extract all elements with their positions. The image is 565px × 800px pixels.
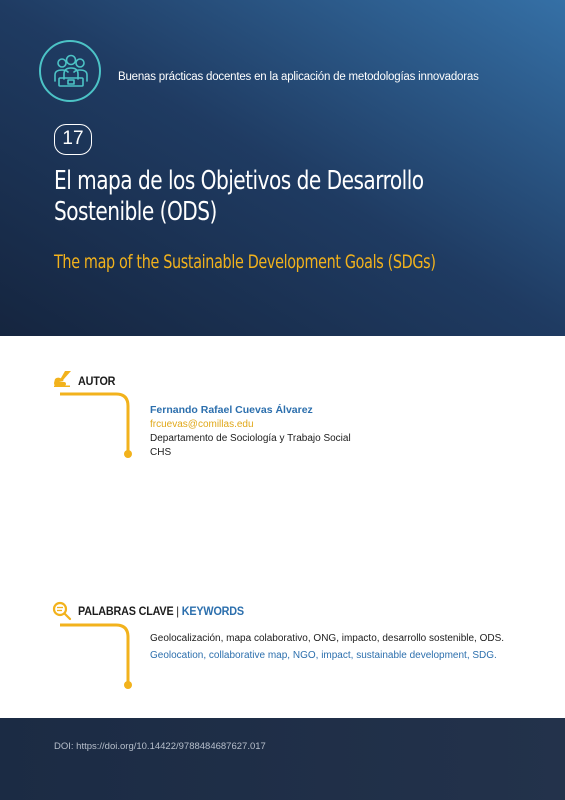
keywords-section-label xyxy=(78,604,244,618)
doi-link[interactable]: DOI: https://doi.org/10.14422/9788484687627.017 xyxy=(54,741,266,752)
page-title: El mapa de los Objetivos de Desarrollo Sostenible (ODS) xyxy=(54,166,424,227)
series-title: Buenas prácticas docentes en la aplicación de metodologías innovadoras xyxy=(118,71,479,83)
author-email-link[interactable]: frcuevas@comillas.edu xyxy=(150,419,254,430)
author-department: Departamento de Sociología y Trabajo Social xyxy=(150,433,351,444)
keywords-label-es: PALABRAS CLAVE xyxy=(78,604,174,618)
keywords-spanish: Geolocalización, mapa colaborativo, ONG, impacto, desarrollo sostenible, ODS. xyxy=(150,633,505,644)
author-section-label: AUTOR xyxy=(78,374,116,388)
keywords-connector-line xyxy=(60,617,136,693)
chapter-number-badge: 17 xyxy=(54,124,92,155)
keywords-label-en: KEYWORDS xyxy=(181,604,244,618)
keywords-label-separator: | xyxy=(176,604,179,618)
series-logo xyxy=(39,40,101,102)
author-connector-line xyxy=(60,386,136,462)
page-subtitle-english: The map of the Sustainable Development Goals (SDGs) xyxy=(54,251,436,273)
teachers-group-icon xyxy=(50,51,92,93)
footer-bar xyxy=(0,718,565,800)
author-name: Fernando Rafael Cuevas Álvarez xyxy=(150,404,313,416)
author-unit: CHS xyxy=(150,447,172,458)
keywords-english: Geolocation, collaborative map, NGO, impact, sustainable development, SDG. xyxy=(150,650,497,661)
header-banner xyxy=(0,0,565,336)
